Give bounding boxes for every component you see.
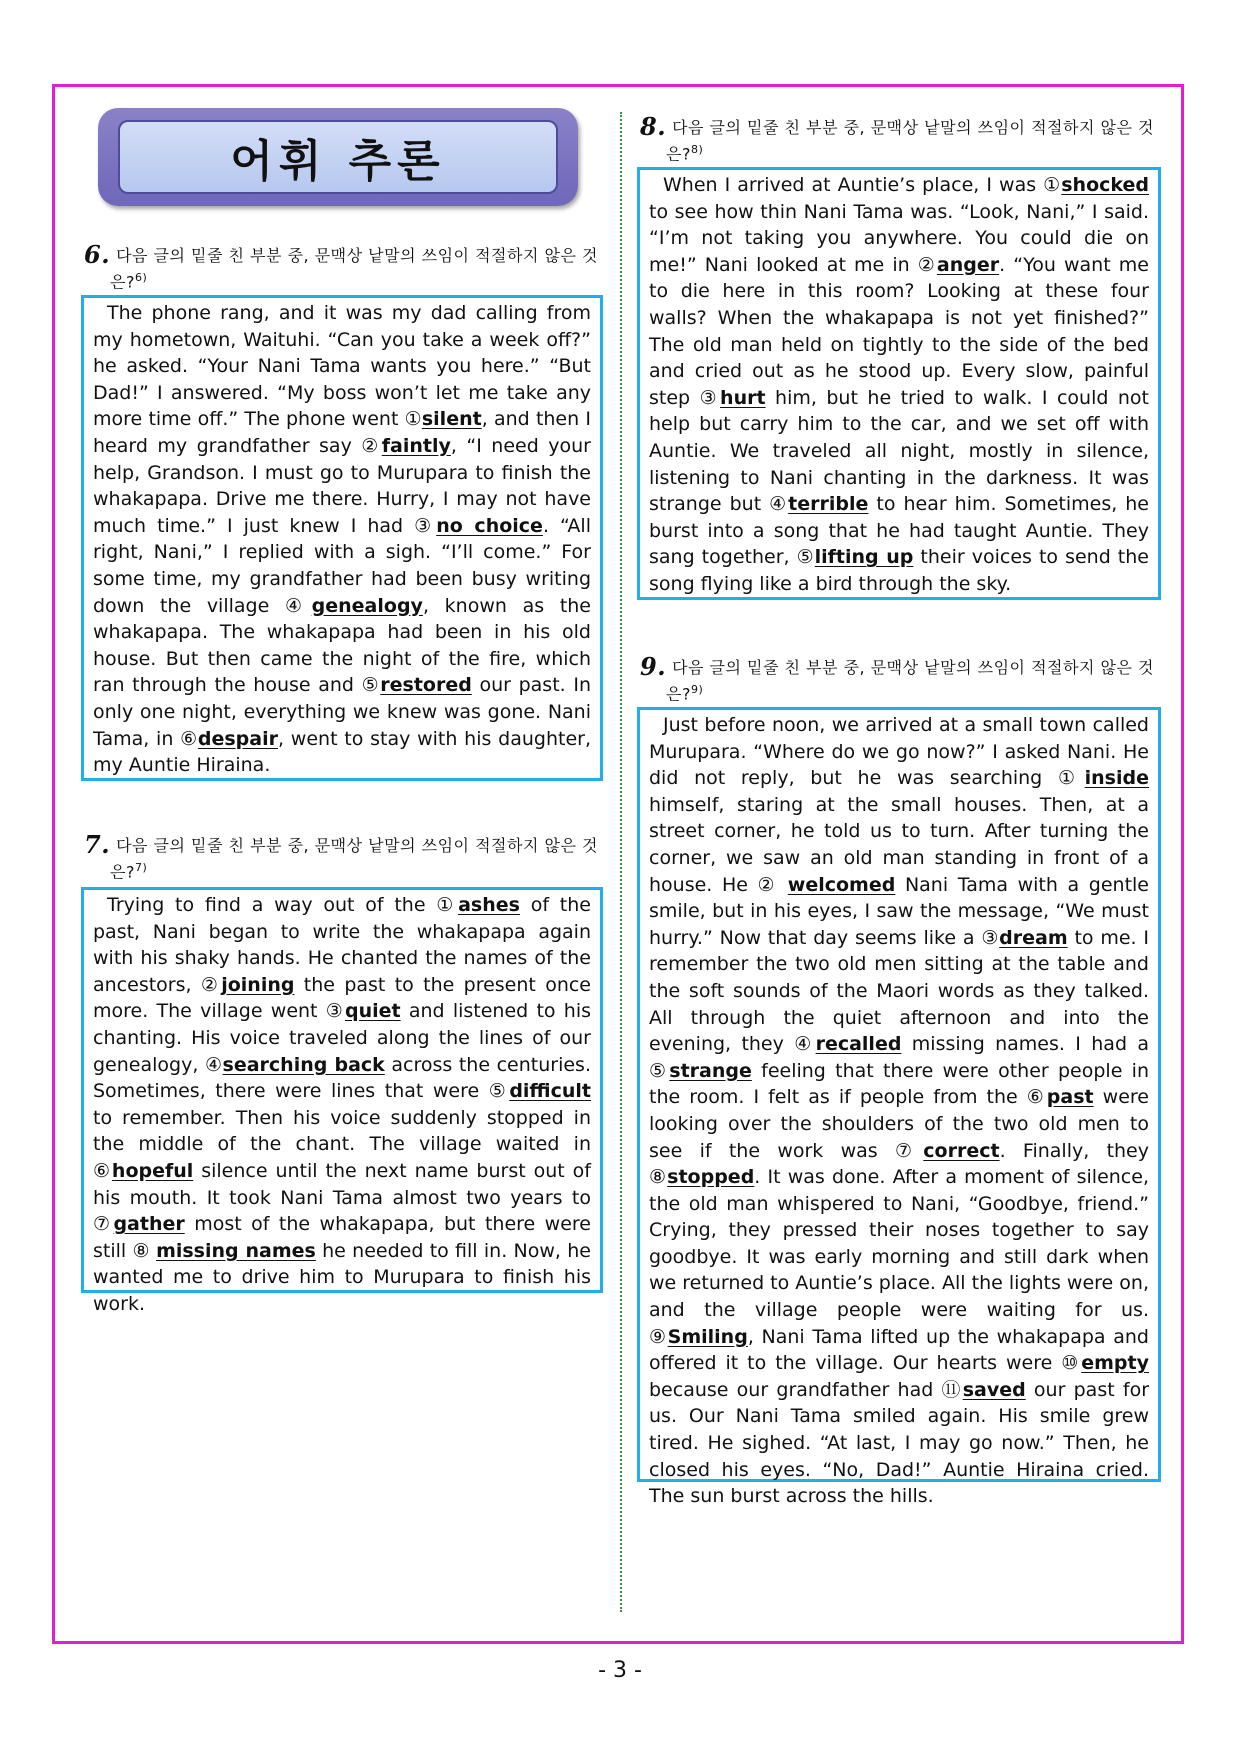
underlined-word: missing names <box>156 1239 316 1262</box>
passage-text: Just before noon, we arrived at a small town called Murupara. “Where do we go now?” I asked Nani. He did not reply, but he was searching ① <box>649 714 1149 790</box>
underlined-word: silent <box>421 408 482 431</box>
passage-text: Nani Tama with a gentle smile, but in his eyes, I saw the message, “We must hurry.” Now that day seems like a ③ <box>649 873 1149 949</box>
passage-text: silence until the next name burst out of his mouth. It took Nani Tama almost two years to ⑦ <box>93 1159 591 1236</box>
section-title: 어휘 추론 <box>118 120 558 194</box>
passage-text: feeling that there were other people in the room. I felt as if people from the ⑥ <box>649 1059 1149 1109</box>
passage-text: to see how thin Nani Tama was. “Look, Nani,” I said. “I’m not taking you anywhere. You could die on me!” Nani looked at me in ② <box>649 200 1149 276</box>
passage-text: The phone rang, and it was my dad calling from my hometown, Waituhi. “Can you take a week off?” he asked. “Your Nani Tama wants you here.” “But Dad!” I answered. “My boss won’t let me take any more time off.” The phone went ① <box>93 302 591 431</box>
passage-text: and listened to his chanting. His voice traveled along the lines of our genealogy, ④ <box>93 1000 592 1076</box>
passage-text: the past to the present once more. The village went ③ <box>93 973 591 1023</box>
passage-text: to hear him. Sometimes, he burst into a song that he had taught Auntie. They sang together, ⑤ <box>649 493 1150 569</box>
question-prompt: 다음 글의 밑줄 친 부분 중, 문맥상 낱말의 쓰임이 적절하지 않은 것 <box>116 246 598 265</box>
underlined-word: shocked <box>1061 174 1149 196</box>
passage-text: . Finally, they ⑧ <box>649 1139 1149 1189</box>
underlined-word: past <box>1046 1086 1094 1109</box>
section-title-banner <box>98 108 578 206</box>
underlined-word: despair <box>197 727 278 750</box>
question-prompt-end: 은? <box>666 144 691 164</box>
page-number: - 3 - <box>598 1658 642 1683</box>
question-number: 9. <box>640 652 667 681</box>
question-number: 6. <box>84 240 111 269</box>
footnote-mark: 8) <box>690 143 704 156</box>
question-prompt-end: 은? <box>110 862 135 882</box>
passage-text: , went to stay with his daughter, my Auntie Hiraina. <box>93 727 591 777</box>
question-prompt: 다음 글의 밑줄 친 부분 중, 문맥상 낱말의 쓰임이 적절하지 않은 것 <box>672 118 1154 137</box>
underlined-word: hurt <box>720 386 766 409</box>
question-prompt-end: 은? <box>110 272 135 292</box>
question-6-passage <box>81 295 603 781</box>
passage-text: of the past, Nani began to write the whakapapa again with his shaky hands. He chanted the names of the ancestors, ② <box>93 894 591 996</box>
passage-text: . It was done. After a moment of silence, the old man whispered to Nani, “Goodbye, friend.” Crying, they pressed their noses together to say goodbye. It was early morning and still dark when we returned to Auntie’s place. All the lights were on, and the village people were waiting for us. ⑨ <box>649 1166 1149 1348</box>
underlined-word: saved <box>962 1378 1026 1401</box>
underlined-word: joining <box>221 973 295 996</box>
underlined-word: inside <box>1084 767 1149 790</box>
passage-text: , “I need your help, Grandson. I must go to Murupara to finish the whakapapa. Drive me there. Hurry, I may not have much time.” I just knew I had ③ <box>93 434 591 537</box>
passage-text: , Nani Tama lifted up the whakapapa and offered it to the village. Our hearts were ⑩ <box>649 1325 1149 1375</box>
passage-text: across the centuries. Sometimes, there were lines that were ⑤ <box>93 1053 591 1103</box>
underlined-word: strange <box>669 1059 752 1082</box>
underlined-word: dream <box>999 926 1068 949</box>
underlined-word: gather <box>113 1213 185 1236</box>
passage-text: , and then I heard my grandfather say ② <box>93 408 592 457</box>
underlined-word: no choice <box>436 514 543 537</box>
question-prompt: 다음 글의 밑줄 친 부분 중, 문맥상 낱말의 쓰임이 적절하지 않은 것 <box>116 836 598 855</box>
passage-text: because our grandfather had ⑪ <box>649 1378 963 1401</box>
passage-text: . “You want me to die here in this room? Looking at these four walls? When the whakapapa is not yet finished?” The old man held on tightly to the side of the bed and cried out as he stood up. Every slow, painful step ③ <box>649 253 1149 409</box>
underlined-word: genealogy <box>311 594 423 617</box>
question-prompt-end: 은? <box>666 684 691 704</box>
underlined-word: terrible <box>788 493 869 516</box>
underlined-word: anger <box>936 253 1000 276</box>
passage-text: missing names. I had a ⑤ <box>649 1033 1149 1082</box>
underlined-word: Smiling <box>667 1325 748 1348</box>
question-number: 7. <box>84 830 111 859</box>
underlined-word: quiet <box>345 1000 401 1023</box>
passage-text: to me. I remember the two old men sitting at the table and the soft sounds of the Maori words as they talked. All through the quiet afternoon and into the evening, they ④ <box>649 926 1149 1056</box>
passage-text: When I arrived at Auntie’s place, I was ① <box>663 174 1062 196</box>
question-7-header <box>84 830 604 883</box>
underlined-word: restored <box>380 674 472 697</box>
footnote-mark: 9) <box>690 683 704 696</box>
underlined-word: ashes <box>458 894 520 916</box>
underlined-word: correct <box>923 1139 1000 1162</box>
underlined-word: hopeful <box>111 1159 194 1182</box>
passage-text: him, but he tried to walk. I could not help but carry him to the car, and we set off with Auntie. We traveled all night, mostly in silence, listening to Nani chanting in the darkness. It was strange but ④ <box>649 386 1149 516</box>
passage-text: himself, staring at the small houses. Then, at a street corner, he told us to turn. After turning the corner, we saw an old man standing in front of a house. He ② <box>649 793 1149 896</box>
passage-text: he needed to fill in. Now, he wanted me to drive him to Murupara to finish his work. <box>93 1239 591 1315</box>
underlined-word: stopped <box>667 1166 755 1189</box>
question-9-passage <box>637 707 1161 1508</box>
passage-text: their voices to send the song flying like a bird through the sky. <box>649 546 1149 595</box>
question-number: 8. <box>640 112 667 141</box>
underlined-word: faintly <box>381 434 451 457</box>
passage-text: . “All right, Nani,” I replied with a sigh. “I’ll come.” For some time, my grandfather had been busy writing down the village ④ <box>93 514 591 617</box>
passage-text: were looking over the shoulders of the two old men to see if the work was ⑦ <box>649 1086 1149 1162</box>
passage-text: most of the whakapapa, but there were still ⑧ <box>93 1213 591 1262</box>
underlined-word: recalled <box>815 1033 902 1056</box>
underlined-word: welcomed <box>787 873 896 896</box>
question-9-header <box>640 652 1170 705</box>
question-7-passage <box>81 887 603 1315</box>
underlined-word: empty <box>1081 1352 1149 1375</box>
passage-text: to remember. Then his voice suddenly stopped in the middle of the chant. The village waited in ⑥ <box>93 1106 591 1182</box>
passage-text: our past. In only one night, everything we knew was gone. Nani Tama, in ⑥ <box>93 674 591 750</box>
underlined-word: searching back <box>222 1053 385 1076</box>
passage-text: Trying to find a way out of the ① <box>107 894 459 916</box>
underlined-word: difficult <box>509 1080 591 1103</box>
question-6-header <box>84 240 604 293</box>
footnote-mark: 6) <box>134 271 148 284</box>
passage-text: our past for us. Our Nani Tama smiled again. His smile grew tired. He sighed. “At last, I may go now.” Then, he closed his eyes. “No, Dad!” Auntie Hiraina cried. The sun burst across the hills. <box>649 1378 1150 1508</box>
underlined-word: lifting up <box>814 546 914 569</box>
passage-text: , known as the whakapapa. The whakapapa had been in his old house. But then came the night of the fire, which ran through the house and ⑤ <box>93 594 591 697</box>
question-prompt: 다음 글의 밑줄 친 부분 중, 문맥상 낱말의 쓰임이 적절하지 않은 것 <box>672 658 1154 677</box>
question-8-header <box>640 112 1170 165</box>
footnote-mark: 7) <box>134 861 148 874</box>
question-8-passage <box>637 167 1161 600</box>
column-divider <box>620 112 622 1612</box>
